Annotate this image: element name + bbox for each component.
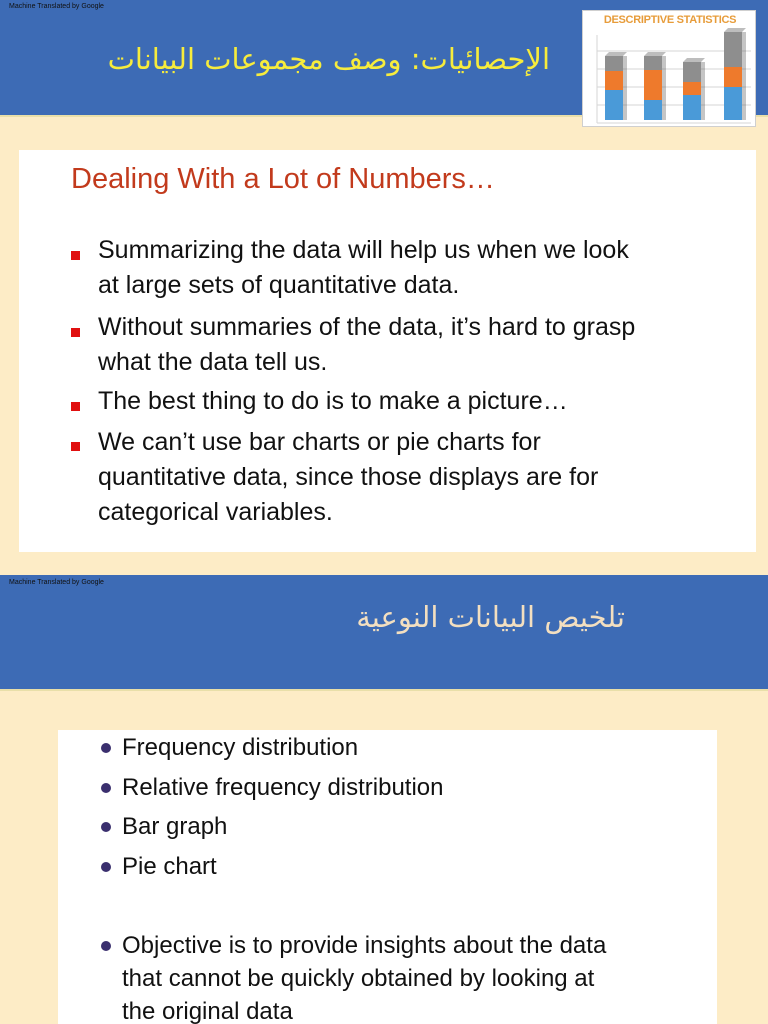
slide-heading: Dealing With a Lot of Numbers… <box>71 163 495 195</box>
bullet-text: Pie chart <box>122 853 217 880</box>
descriptive-statistics-label: DESCRIPTIVE STATISTICS <box>603 14 737 26</box>
illustration-bar <box>724 28 746 120</box>
machine-translated-label: Machine Translated by Google <box>9 579 104 586</box>
illustration-bar <box>644 52 666 120</box>
illustration-bar <box>683 58 705 120</box>
bullet-text: The best thing to do is to make a picture… <box>98 387 568 415</box>
bullet-square <box>71 442 80 451</box>
bullet-dot <box>101 941 111 951</box>
slide-1-content <box>19 150 756 552</box>
bar-chart-illustration <box>583 11 757 128</box>
bullet-square <box>71 251 80 260</box>
arabic-title: تلخيص البيانات النوعية <box>356 600 625 634</box>
machine-translated-label: Machine Translated by Google <box>9 3 104 10</box>
bullet-dot <box>101 743 111 753</box>
descriptive-statistics-image <box>582 10 756 127</box>
bullet-text: Summarizing the data will help us when we look at large sets of quantitative data. <box>98 236 629 299</box>
bullet-dot <box>101 862 111 872</box>
bullet-square <box>71 402 80 411</box>
illustration-bar <box>605 52 627 120</box>
bullet-square <box>71 328 80 337</box>
bullet-text: Relative frequency distribution <box>122 774 444 801</box>
bullet-text: Without summaries of the data, it’s hard to grasp what the data tell us. <box>98 313 636 376</box>
bullet-text: Bar graph <box>122 813 228 840</box>
bullet-dot <box>101 783 111 793</box>
bullet-text: Frequency distribution <box>122 734 359 761</box>
bullet-text: Objective is to provide insights about the data that cannot be quickly obtained by looking at the original data <box>122 932 607 1024</box>
slide-2-top-strip <box>0 557 768 575</box>
bullet-text: We can’t use bar charts or pie charts for quantitative data, since those displays are for categorical variables. <box>98 428 599 526</box>
slide-2-content <box>58 730 717 1024</box>
arabic-title: الإحصائيات: وصف مجموعات البيانات <box>107 42 550 76</box>
bullet-dot <box>101 822 111 832</box>
